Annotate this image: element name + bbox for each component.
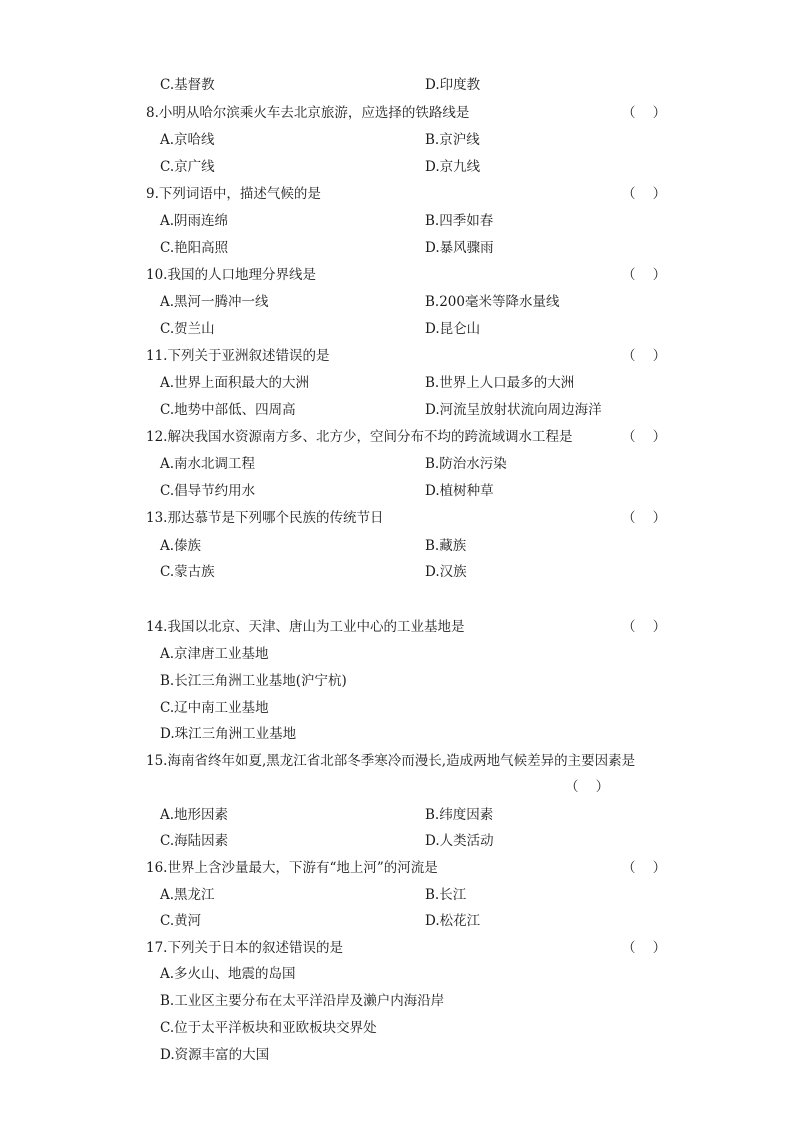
question-number: 12. [146, 429, 168, 445]
answer-blank: （ ） [622, 429, 667, 445]
option-d: D.人类活动 [425, 833, 494, 849]
option-b: B.200毫米等降水量线 [425, 294, 560, 310]
option-d: D.汉族 [425, 564, 467, 580]
option-d: D.珠江三角洲工业基地 [160, 726, 297, 742]
question-number: 14. [146, 619, 168, 635]
question-number: 16. [146, 860, 168, 876]
question-number: 8. [146, 105, 159, 121]
option-c: C.基督教 [160, 77, 215, 93]
question-stem: 世界上含沙量最大，下游有“地上河”的河流是 [167, 860, 438, 876]
option-c: C.艳阳高照 [160, 240, 229, 256]
option-b: B.长江 [425, 887, 467, 903]
answer-blank: （ ） [622, 348, 667, 364]
option-b: B.纬度因素 [425, 807, 494, 823]
answer-blank: （ ） [622, 510, 667, 526]
question-stem: 下列关于亚洲叙述错误的是 [167, 348, 330, 364]
question-11 [146, 347, 329, 365]
option-a: A.傣族 [160, 538, 202, 554]
question-13 [146, 509, 383, 527]
option-a: A.世界上面积最大的大洲 [160, 375, 310, 391]
option-b: B.防治水污染 [425, 456, 507, 472]
answer-blank: （ ） [622, 267, 667, 283]
question-12 [146, 428, 572, 446]
question-17 [146, 939, 343, 957]
option-b: B.世界上人口最多的大洲 [425, 375, 575, 391]
option-d: D.印度教 [425, 77, 481, 93]
option-c: C.倡导节约用水 [160, 483, 256, 499]
question-stem: 下列词语中，描述气候的是 [158, 186, 321, 202]
option-b: B.工业区主要分布在太平洋沿岸及濑户内海沿岸 [160, 993, 445, 1009]
answer-blank: （ ） [565, 779, 610, 795]
option-a: A.黑河一腾冲一线 [160, 294, 269, 310]
question-number: 17. [146, 940, 168, 956]
question-number: 10. [146, 267, 168, 283]
question-stem: 海南省终年如夏,黑龙江省北部冬季寒冷而漫长,造成两地气候差异的主要因素是 [167, 753, 636, 769]
option-a: A.地形因素 [160, 807, 229, 823]
option-d: D.资源丰富的大国 [160, 1047, 270, 1063]
question-stem: 那达慕节是下列哪个民族的传统节日 [167, 510, 384, 526]
question-9 [146, 185, 321, 203]
option-c: C.京广线 [160, 159, 215, 175]
option-b: B.京沪线 [425, 132, 480, 148]
answer-blank: （ ） [622, 940, 667, 956]
option-a: A.南水北调工程 [160, 456, 256, 472]
option-a: A.黑龙江 [160, 887, 215, 903]
option-c: C.地势中部低、四周高 [160, 402, 296, 418]
option-a: A.京津唐工业基地 [160, 646, 269, 662]
question-14 [146, 618, 464, 636]
question-8 [146, 104, 469, 122]
option-d: D.松花江 [425, 913, 481, 929]
option-c: C.贺兰山 [160, 321, 215, 337]
question-stem: 我国以北京、天津、唐山为工业中心的工业基地是 [167, 619, 465, 635]
answer-blank: （ ） [622, 105, 667, 121]
answer-blank: （ ） [622, 186, 667, 202]
option-a: A.多火山、地震的岛国 [160, 966, 296, 982]
option-d: D.河流呈放射状流向周边海洋 [425, 402, 602, 418]
question-stem: 我国的人口地理分界线是 [167, 267, 316, 283]
option-c: C.黄河 [160, 913, 202, 929]
option-d: D.昆仑山 [425, 321, 481, 337]
option-d: D.暴风骤雨 [425, 240, 494, 256]
option-c: C.位于太平洋板块和亚欧板块交界处 [160, 1020, 377, 1036]
option-b: B.四季如春 [425, 213, 494, 229]
question-stem: 小明从哈尔滨乘火车去北京旅游，应选择的铁路线是 [158, 105, 470, 121]
question-number: 13. [146, 510, 168, 526]
option-c: C.海陆因素 [160, 833, 229, 849]
option-d: D.京九线 [425, 159, 481, 175]
option-b: B.长江三角洲工业基地(沪宁杭) [160, 673, 347, 689]
answer-blank: （ ） [622, 860, 667, 876]
option-d: D.植树种草 [425, 483, 494, 499]
question-number: 11. [146, 348, 168, 364]
question-16 [146, 859, 438, 877]
question-10 [146, 266, 316, 284]
option-c: C.辽中南工业基地 [160, 700, 269, 716]
option-b: B.藏族 [425, 538, 467, 554]
question-stem: 下列关于日本的叙述错误的是 [167, 940, 343, 956]
question-number: 15. [146, 753, 168, 769]
option-a: A.阴雨连绵 [160, 213, 229, 229]
question-stem: 解决我国水资源南方多、北方少，空间分布不均的跨流域调水工程是 [167, 429, 573, 445]
option-a: A.京哈线 [160, 132, 215, 148]
answer-blank: （ ） [622, 619, 667, 635]
option-c: C.蒙古族 [160, 564, 215, 580]
question-number: 9. [146, 186, 159, 202]
question-15 [146, 752, 635, 770]
